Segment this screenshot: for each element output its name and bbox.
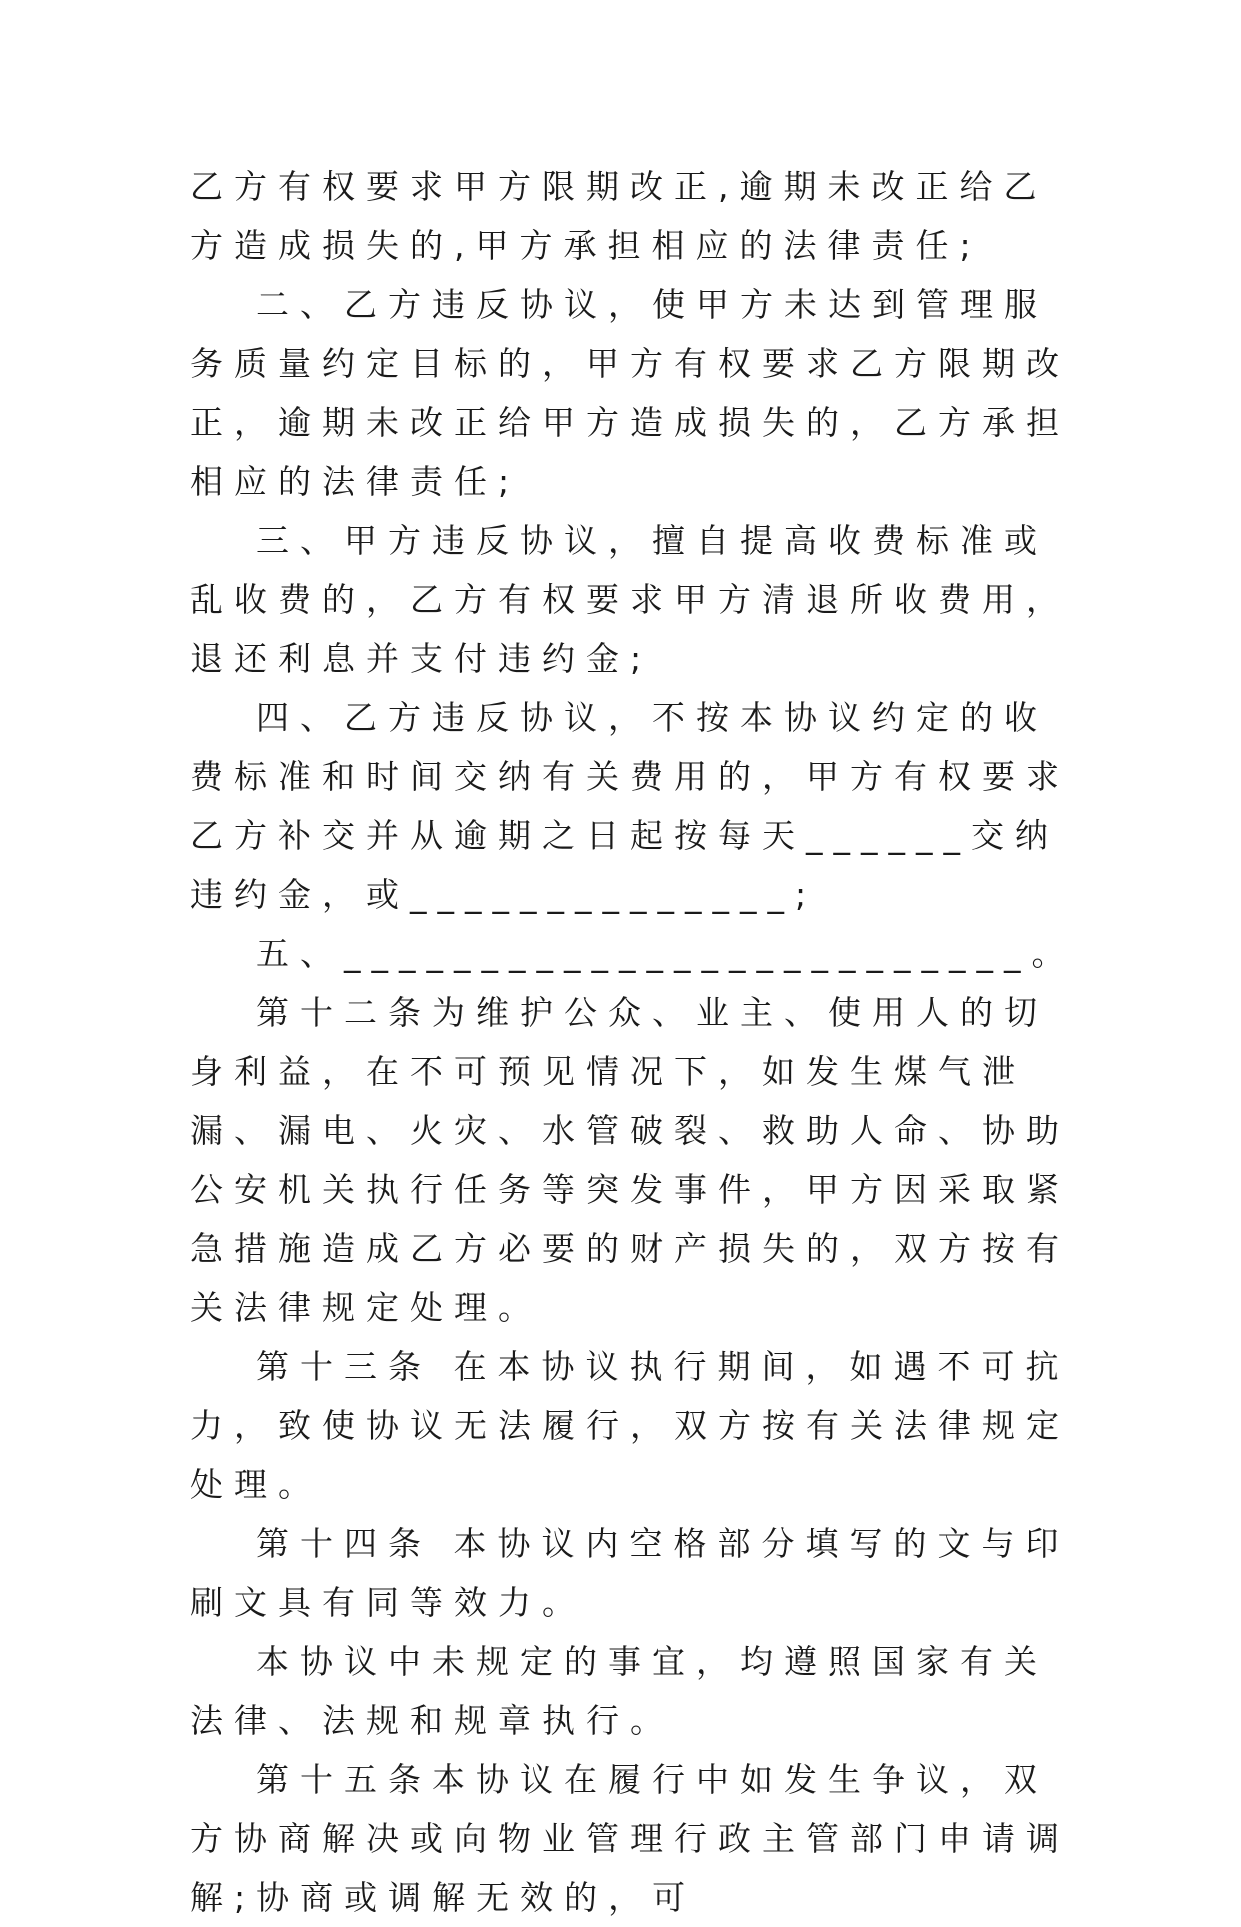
- paragraph-7: 第十三条 在本协议执行期间，如遇不可抗力，致使协议无法履行，双方按有关法律规定处理。: [190, 1347, 1070, 1504]
- paragraph-10: 第十五条本协议在履行中如发生争议，双方协商解决或向物业管理行政主管部门申请调解;协商或调解无效的，可: [190, 1760, 1070, 1917]
- document-body: [190, 157, 1080, 1927]
- paragraph-8: 第十四条 本协议内空格部分填写的文与印刷文具有同等效力。: [190, 1524, 1070, 1622]
- paragraph-1: 乙方有权要求甲方限期改正,逾期未改正给乙方造成损失的,甲方承担相应的法律责任;: [190, 167, 1048, 265]
- paragraph-2: 二、乙方违反协议，使甲方未达到管理服务质量约定目标的，甲方有权要求乙方限期改正，逾期未改正给甲方造成损失的，乙方承担相应的法律责任;: [190, 285, 1070, 501]
- paragraph-6: 第十二条为维护公众、业主、使用人的切身利益，在不可预见情况下，如发生煤气泄漏、漏电、火灾、水管破裂、救助人命、协助公安机关执行任务等突发事件，甲方因采取紧急措施造成乙方必要的财产损失的，双方按有关法律规定处理。: [190, 993, 1070, 1327]
- paragraph-5: 五、_________________________。: [256, 934, 1076, 973]
- paragraph-4: 四、乙方违反协议，不按本协议约定的收费标准和时间交纳有关费用的，甲方有权要求乙方补交并从逾期之日起按每天______交纳违约金，或______________;: [190, 698, 1070, 914]
- paragraph-9: 本协议中未规定的事宜，均遵照国家有关法律、法规和规章执行。: [190, 1642, 1048, 1740]
- paragraph-3: 三、甲方违反协议，擅自提高收费标准或乱收费的，乙方有权要求甲方清退所收费用，退还利息并支付违约金;: [190, 521, 1070, 678]
